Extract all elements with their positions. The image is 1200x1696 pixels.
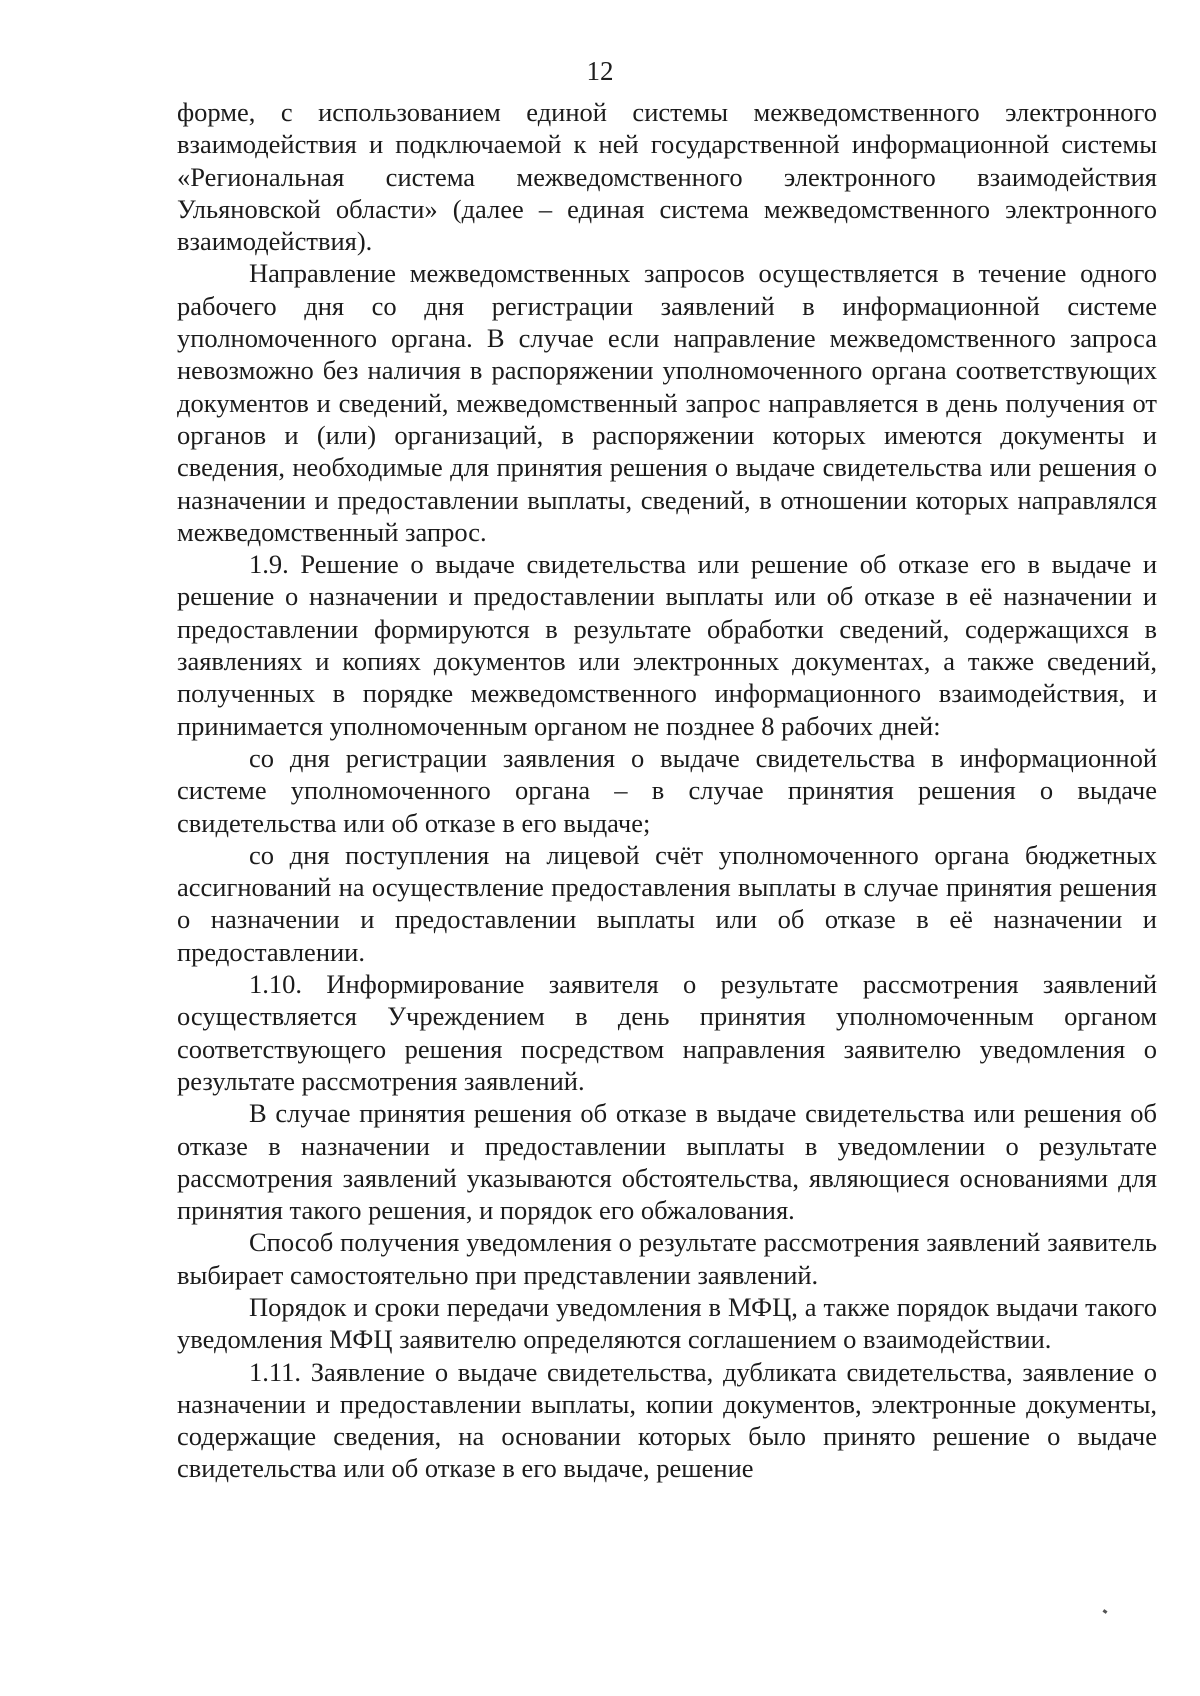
paragraph-1-10: 1.10. Информирование заявителя о результате рассмотрения заявлений осуществляется Учреждением в день принятия уполномоченным органом соответствующего решения посредством направления заявителю уведомления о результате рассмотрения заявлений.: [177, 969, 1157, 1096]
document-body: [177, 96, 1157, 1485]
paragraph-continuation: форме, с использованием единой системы межведомственного электронного взаимодействия и подключаемой к ней государственной информационной системы «Региональная система межведомственного электронного взаимодействия Ульяновской области» (далее – единая система межведомственного электронного взаимодействия).: [177, 97, 1157, 257]
paragraph-1-11: 1.11. Заявление о выдаче свидетельства, дубликата свидетельства, заявление о назначении и предоставлении выплаты, копии документов, электронные документы, содержащие сведения, на основании которых было принято решение о выдаче свидетельства или об отказе в его выдаче, решение: [177, 1356, 1157, 1484]
paragraph-notice-method: Способ получения уведомления о результате рассмотрения заявлений заявитель выбирает самостоятельно при представлении заявлений.: [177, 1227, 1157, 1290]
scan-speck: [1103, 1609, 1108, 1614]
paragraph-1-9-item-registration: со дня регистрации заявления о выдаче свидетельства в информационной системе уполномоченного органа – в случае принятия решения о выдаче свидетельства или об отказе в его выдаче;: [177, 742, 1157, 838]
paragraph-mfc-transfer: Порядок и сроки передачи уведомления в МФЦ, а также порядок выдачи такого уведомления МФЦ заявителю определяются соглашением о взаимодействии.: [177, 1291, 1157, 1355]
paragraph-interagency-requests: Направление межведомственных запросов осуществляется в течение одного рабочего дня со дня регистрации заявлений в информационной системе уполномоченного органа. В случае если направление межведомственного запроса невозможно без наличия в распоряжении уполномоченного органа соответствующих документов и сведений, межведомственный запрос направляется в день получения от органов и (или) организаций, в распоряжении которых имеются документы и сведения, необходимые для принятия решения о выдаче свидетельства или решения о назначении и предоставлении выплаты, сведений, в отношении которых направлялся межведомственный запрос.: [177, 258, 1157, 547]
paragraph-refusal-notice: В случае принятия решения об отказе в выдаче свидетельства или решения об отказе в назначении и предоставлении выплаты в уведомлении о результате рассмотрения заявлений указываются обстоятельства, являющиеся основаниями для принятия такого решения, и порядок его обжалования.: [177, 1098, 1157, 1226]
paragraph-1-9-item-budget: со дня поступления на лицевой счёт уполномоченного органа бюджетных ассигнований на осуществление предоставления выплаты в случае принятия решения о назначении и предоставлении выплаты или об отказе в её назначении и предоставлении.: [177, 839, 1157, 967]
paragraph-1-9: 1.9. Решение о выдаче свидетельства или решение об отказе его в выдаче и решение о назначении и предоставлении выплаты или об отказе в её назначении и предоставлении формируются в результате обработки сведений, содержащихся в заявлениях и копиях документов или электронных документах, а также сведений, полученных в порядке межведомственного информационного взаимодействия, и принимается уполномоченным органом не позднее 8 рабочих дней:: [177, 549, 1157, 741]
page-number: 12: [586, 56, 614, 86]
